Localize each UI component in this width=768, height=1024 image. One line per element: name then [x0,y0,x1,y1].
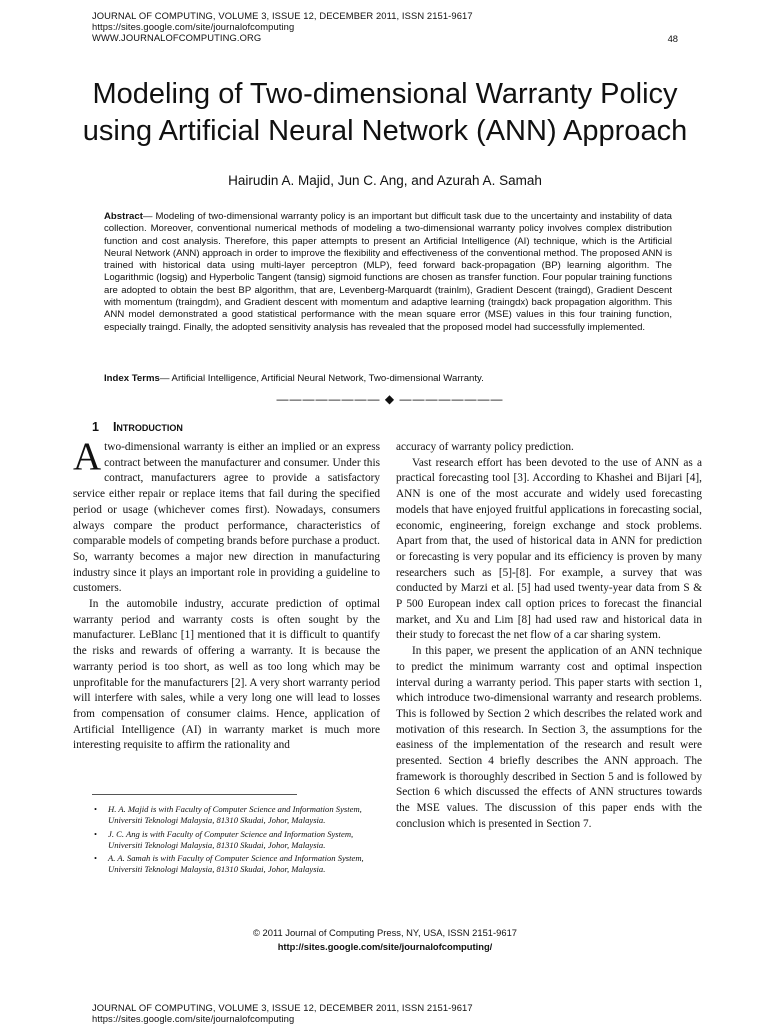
right-paragraph-3: In this paper, we present the application of an ANN technique to predict the minimum warranty cost and optimal inspection interval during a warranty period. This paper starts with section 1, which introduce two-dimensional warranty and research problems. This is followed by Section 2 which describes the related work and motivation of this research. In Section 3, the assumptions for the easiness of the implementation of the research and result were presented. Section 4 briefly describes the ANN approach. The framework is thoroughly described in Section 5 and is followed by Section 6 which discussed the effects of ANN structures towards the MSE values. The discussion of this paper ends with the conclusion which is presented in Section 7. [396,645,702,830]
section-divider: ———————— ◆ ———————— [276,392,504,406]
index-terms-dash: — [159,373,172,384]
index-terms-text: Artificial Intelligence, Artificial Neural Network, Two-dimensional Warranty. [171,373,484,384]
paper-authors: Hairudin A. Majid, Jun C. Ang, and Azurah A. Samah [228,173,542,188]
section-title: Introduction [112,420,183,434]
journal-url[interactable]: https://sites.google.com/site/journalofcomputing [92,21,295,32]
footnote-text: H. A. Majid is with Faculty of Computer Science and Information System, Universiti Teknologi Malaysia, 81310 Skudai, Johor, Malaysia. [108,804,362,826]
copyright-line: © 2011 Journal of Computing Press, NY, USA, ISSN 2151-9617 [253,927,517,938]
footnote-bullet: • [94,853,98,864]
index-terms [104,373,672,385]
left-column [73,435,380,754]
section-number: 1 [92,420,99,434]
next-page-header [92,1002,473,1024]
copyright-notice [40,926,730,954]
journal-site[interactable]: WWW.JOURNALOFCOMPUTING.ORG [92,32,262,43]
footnote-bullet: • [94,804,98,814]
abstract-text: Modeling of two-dimensional warranty policy is an important but difficult task due to the uncertainty and instability of data collection. Moreover, conventional numerical methods of modeling a two-dimensional warranty policy involves complex distribution function and cost analysis. Therefore, this paper attempts to present an Artificial Intelligence (AI) technique, which is the Artificial Neural Network (ANN) approach in order to improve the flexibility and effectiveness of the conventional method. The proposed ANN is trained with historical data using multi-layer perceptron (MLP), feed forward back-propagation (BP) learning algorithm. The Logarithmic (logsig) and Hyperbolic Tangent (tansig) sigmoid functions are chosen as transfer function. Four popular training functions are adopted to obtain the best BP algorithm, that are, Levenberg-Marquardt (trainlm), Gradient Descent (traingd), Gradient Descent with momentum (traingdm), and Gradient descent with momentum and adaptive learning (traingdx) back propagation algorithm. This ANN model demonstrated a good statistical performance with the mean square error (MSE) values in this four training function, especially traingd. Finally, the adopted sensitivity analysis has revealed that the proposed model had successfully implemented. [104,211,672,333]
intro-paragraph-1-text: two-dimensional warranty is either an implied or an express contract between the manufacturer and consumer. Under this contract, manufacturers agree to provide a satisfactory service either repair or replace items that fail during the specified period or usage (whichever comes first). Nowadays, consumers always compare the product performance, characteristics of comparable models of competing brands before purchase a product. So, warranty becomes a major new direction in manufacturing industry since it plays an important role in providing a guideline to customers. [73,441,380,595]
journal-header [92,10,473,43]
index-terms-label: Index Terms [104,373,160,384]
title-line-1: Modeling of Two-dimensional Warranty Policy [92,78,678,110]
footnote-rule [92,794,297,795]
footnote-item [92,829,384,852]
copyright-url[interactable]: http://sites.google.com/site/journalofcomputing/ [277,941,493,952]
author-footnotes [92,804,384,878]
footnote-item [92,853,384,876]
footnote-bullet: • [94,828,98,839]
title-line-2: using Artificial Neural Network (ANN) Approach [82,115,688,147]
footnote-item [92,804,384,827]
abstract-dash: — [142,211,156,222]
drop-cap: A [73,435,102,478]
paper-title [40,76,730,150]
section-heading [92,420,183,434]
next-journal-url[interactable]: https://sites.google.com/site/journalofcomputing [92,1013,295,1024]
next-journal-line: JOURNAL OF COMPUTING, VOLUME 3, ISSUE 12, DECEMBER 2011, ISSN 2151-9617 [92,1002,473,1013]
intro-paragraph-1 [73,435,380,597]
right-paragraph-1: accuracy of warranty policy prediction. [396,441,574,453]
journal-line: JOURNAL OF COMPUTING, VOLUME 3, ISSUE 12, DECEMBER 2011, ISSN 2151-9617 [92,10,473,21]
footnote-text: A. A. Samah is with Faculty of Computer Science and Information System, Universiti Teknologi Malaysia, 81310 Skudai, Johor, Malaysia. [108,853,364,875]
footnote-text: J. C. Ang is with Faculty of Computer Science and Information System, Universiti Teknologi Malaysia, 81310 Skudai, Johor, Malaysia. [108,828,354,850]
page-number: 48 [667,33,678,44]
abstract-label: Abstract [104,211,143,222]
right-paragraph-2: Vast research effort has been devoted to the use of ANN as a practical forecasting tool [3]. According to Khashei and Bijari [4], ANN is one of the most accurate and widely used forecasting models that have enjoyed fruitful applications in forecasting social, economic, engineering, foreign exchange and stock problems. Apart from that, the used of historical data in ANN for prediction or forecasting is very popular and its efficiency is proven by many researchers such as [5]-[8]. For example, a survey that was conducted by Marzi et al. [5] had used twenty-year data from S & P 500 European index call option prices to forecast the financial market, and Xu and Lim [8] had used raw and historical data in their study to forecast the net flow of a car sharing system. [396,456,702,642]
abstract [104,211,672,334]
right-column [396,440,702,833]
intro-paragraph-2: In the automobile industry, accurate prediction of optimal warranty period and warranty costs is often sought by the manufacturer. LeBlanc [1] mentioned that it is difficult to quantify the risks and rewards of offering a warranty. It is because the warranty period is too short, as well as too long which may be unprofitable for the manufacturers [2]. A very short warranty period will interfere with sales, while a very long one will lead to losses from compensation of consumer claims. Hence, application of Artificial Intelligence (AI) in warranty market is much more interesting requisite to affirm the rationality and [73,598,380,752]
